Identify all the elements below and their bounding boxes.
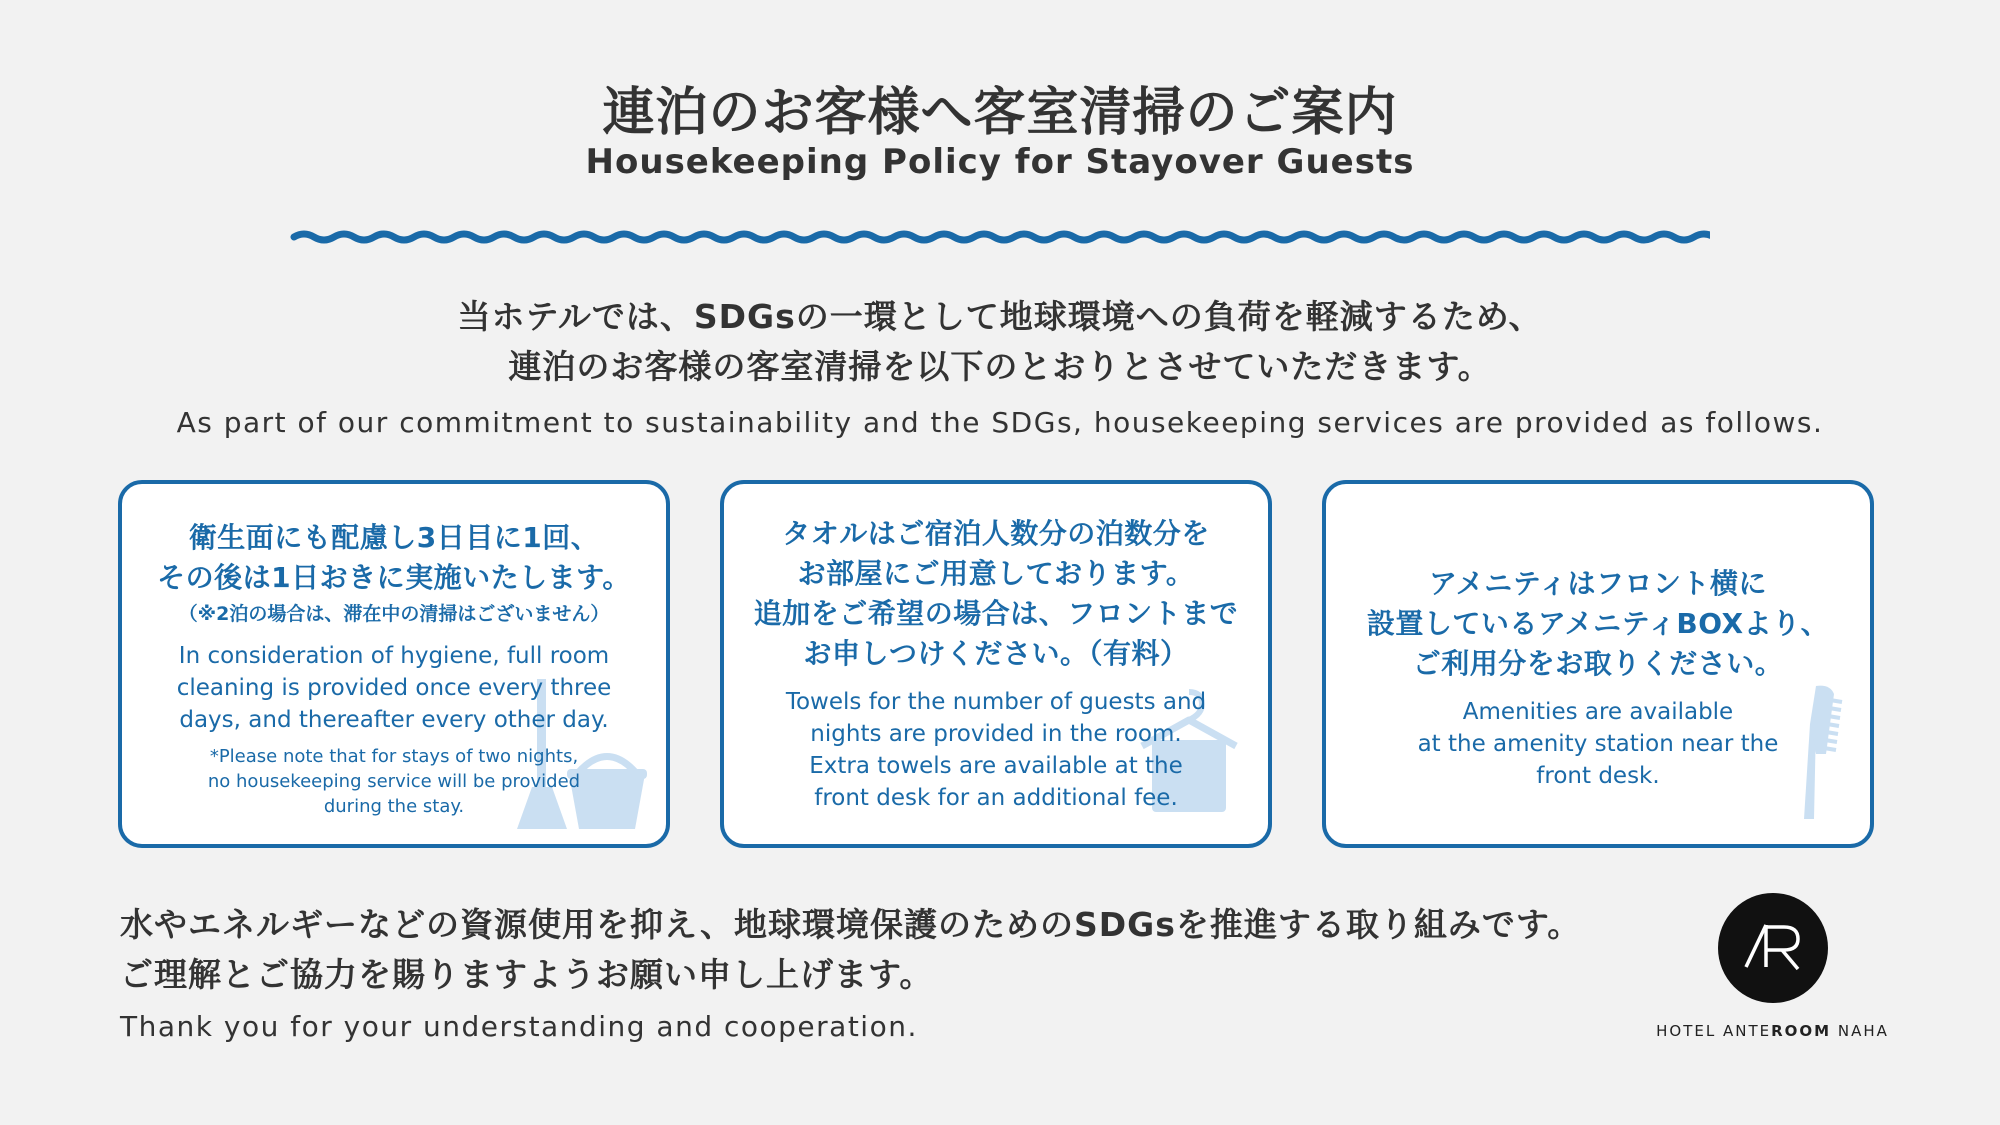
card3-ja-line-1: アメニティはフロント横に xyxy=(1428,567,1768,600)
intro-japanese xyxy=(0,292,2000,392)
card2-ja-line-2: お部屋にご用意しております。 xyxy=(797,557,1195,590)
card1-en-note-line-3: during the stay. xyxy=(323,796,465,817)
card2-en-line-1: Towels for the number of guests and xyxy=(785,689,1207,715)
card2-en-line-3: Extra towels are available at the xyxy=(809,753,1183,779)
card3-ja-line-2: 設置しているアメニティBOXより、 xyxy=(1366,607,1830,640)
ar-logo-icon xyxy=(1718,893,1828,1003)
card2-en-line-4: front desk for an additional fee. xyxy=(814,785,1178,811)
card3-en-line-1: Amenities are available xyxy=(1462,699,1734,725)
card1-en-line-2: cleaning is provided once every three xyxy=(176,675,612,701)
card3-en-line-3: front desk. xyxy=(1536,763,1660,789)
card1-ja-line-1: 衛生面にも配慮し3日目に1回、 xyxy=(188,521,600,554)
footer-english: Thank you for your understanding and cooperation. xyxy=(120,1010,918,1043)
hotel-logo-mark xyxy=(1718,893,1828,1003)
logo-text-post: NAHA xyxy=(1831,1022,1889,1040)
info-card-towels xyxy=(720,480,1272,848)
intro-ja-line-1: 当ホテルでは、SDGsの一環として地球環境への負荷を軽減するため、 xyxy=(457,297,1543,336)
intro-ja-line-2: 連泊のお客様の客室清掃を以下のとおりとさせていただきます。 xyxy=(508,347,1492,386)
card1-ja-line-2: その後は1日おきに実施いたします。 xyxy=(157,561,631,594)
page-title-en: Housekeeping Policy for Stayover Guests xyxy=(585,142,1415,182)
card1-en-line-3: days, and thereafter every other day. xyxy=(179,707,609,733)
footer-ja-line-1: 水やエネルギーなどの資源使用を抑え、地球環境保護のためのSDGsを推進する取り組みです。 xyxy=(120,905,1582,944)
logo-text-bold: ROOM xyxy=(1771,1022,1832,1040)
card2-en-line-2: nights are provided in the room. xyxy=(810,721,1182,747)
info-card-cleaning xyxy=(118,480,670,848)
card1-en-note-line-1: *Please note that for stays of two nights, xyxy=(209,746,579,767)
card1-en-note-line-2: no housekeeping service will be provided xyxy=(207,771,581,792)
info-card-amenities xyxy=(1322,480,1874,848)
card2-ja-line-4: お申しつけください。（有料） xyxy=(803,637,1189,670)
card2-ja-line-3: 追加をご希望の場合は、フロントまで xyxy=(753,597,1239,630)
card1-note-ja: （※2泊の場合は、滞在中の清掃はございません） xyxy=(178,603,610,625)
footer-ja-line-2: ご理解とご協力を賜りますようお願い申し上げます。 xyxy=(120,955,934,994)
footer-japanese xyxy=(120,900,1620,1000)
hotel-logo-text xyxy=(1640,1022,1905,1040)
wave-divider xyxy=(290,224,1710,250)
logo-text-pre: HOTEL ANTE xyxy=(1656,1022,1772,1040)
intro-english: As part of our commitment to sustainability and the SDGs, housekeeping services are provided as follows. xyxy=(176,406,1824,439)
card3-ja-line-3: ご利用分をお取りください。 xyxy=(1412,647,1784,680)
card2-ja-line-1: タオルはご宿泊人数分の泊数分を xyxy=(782,517,1210,550)
card1-en-line-1: In consideration of hygiene, full room xyxy=(178,643,610,669)
card3-en-line-2: at the amenity station near the xyxy=(1417,731,1779,757)
page-title-ja: 連泊のお客様へ客室清掃のご案内 xyxy=(602,83,1398,143)
